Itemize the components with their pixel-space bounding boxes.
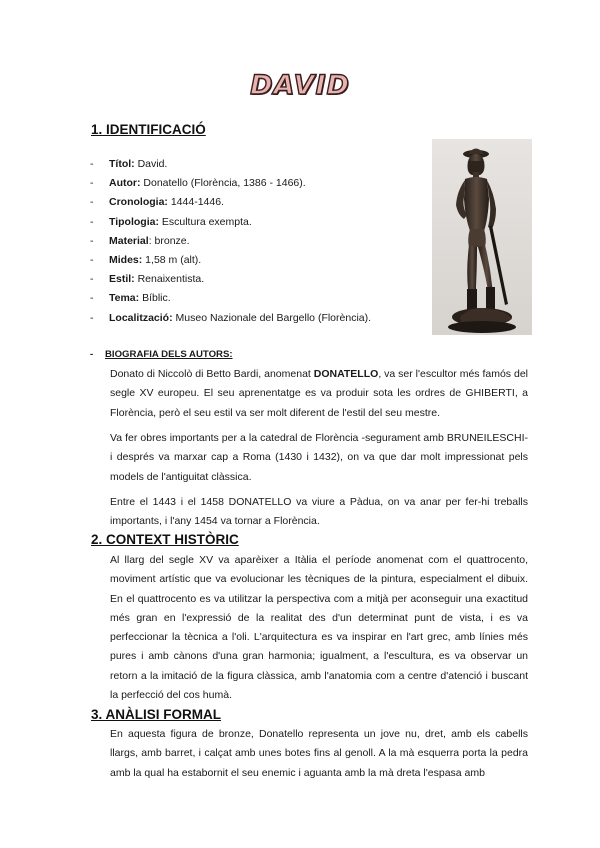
fact-label: Mides: xyxy=(109,253,143,266)
fact-value: David. xyxy=(134,158,168,170)
list-item: - Autor: Donatello (Florència, 1386 - 1466). xyxy=(90,177,306,190)
list-item: - Títol: David. xyxy=(90,158,168,170)
list-item: - Material: bronze. xyxy=(90,234,190,247)
formal-analysis-paragraph: En aquesta figura de bronze, Donatello representa un jove nu, dret, amb els cabells llargs, amb barret, i calçat amb unes botes fins al genoll. A la mà esquerra porta la pedra amb la qual ha estabornit el seu enemic i aguanta amb la mà dreta l'espasa amb xyxy=(110,728,528,779)
fact-label: Títol: xyxy=(109,158,135,170)
section-heading-formal-analysis: 3. ANÀLISI FORMAL xyxy=(91,707,221,722)
fact-label: Cronologia: xyxy=(109,196,168,209)
fact-label: Tema: xyxy=(109,292,140,305)
fact-value: 1,58 m (alt). xyxy=(142,253,202,266)
identification-list xyxy=(90,156,420,329)
list-item: - Tipologia: Escultura exempta. xyxy=(90,215,252,228)
fact-value: Donatello (Florència, 1386 - 1466). xyxy=(140,177,306,190)
fact-value: Bíblic. xyxy=(139,292,171,305)
section-heading-identification: 1. IDENTIFICACIÓ xyxy=(91,122,206,137)
biography-heading: - BIOGRAFIA DELS AUTORS: xyxy=(90,349,233,360)
fact-value: : bronze. xyxy=(148,234,190,247)
fact-label: Material xyxy=(109,234,149,247)
fact-value: Renaixentista. xyxy=(134,273,205,286)
fact-label: Estil: xyxy=(109,273,135,286)
list-item: - Cronologia: 1444-1446. xyxy=(90,196,224,209)
fact-value: 1444-1446. xyxy=(167,196,224,209)
section-heading-historical-context: 2. CONTEXT HISTÒRIC xyxy=(91,532,239,547)
biography-paragraph-1: Donato di Niccolò di Betto Bardi, anomenat DONATELLO, va ser l'escultor més famós del segle XV europeu. El seu aprenentatge es va produir sota les ordres de GHIBERTI, a Florència, però el seu estil va ser molt diferent de l'estil del seu mestre. xyxy=(110,368,528,419)
david-sculpture-photo xyxy=(432,139,532,335)
biography-paragraph-2: Va fer obres importants per a la catedral de Florència -segurament amb BRUNEILESCHI- i després va marxar cap a Roma (1430 i 1432), on va que dar molt impressionat pels models de l'antiguitat clàssica. xyxy=(110,432,528,483)
list-item: - Tema: Bíblic. xyxy=(90,292,171,305)
list-item: - Estil: Renaixentista. xyxy=(90,273,205,286)
list-item: - Localització: Museo Nazionale del Bargello (Florència). xyxy=(90,311,372,324)
document-title: DAVID xyxy=(250,70,350,101)
fact-value: Museo Nazionale del Bargello (Florència). xyxy=(172,311,372,324)
list-item: - Mides: 1,58 m (alt). xyxy=(90,253,202,266)
fact-label: Tipologia: xyxy=(109,215,159,228)
historical-context-paragraph: Al llarg del segle XV va aparèixer a Itàlia el període anomenat com el quattrocento, moviment artístic que va evolucionar les tècniques de la pintura, especialment el dibuix. En el quattrocento es va utilitzar la perspectiva com a mitjà per aconseguir una exactitud més gran en l'expressió de la realitat des d'un determinat punt de vista, i es va perfeccionar la tècnica a l'oli. L'arquitectura es va inspirar en l'art grec, amb línies més pures i amb cànons d'una gran harmonia; igualment, a l'escultura, es va observar un retorn a la imitació de la figura clàssica, amb l'anatomia com a centre d'atenció i buscant la perfecció del cos humà. xyxy=(110,554,528,702)
fact-label: Localització: xyxy=(109,311,173,324)
biography-paragraph-3: Entre el 1443 i el 1458 DONATELLO va viure a Pàdua, on va anar per fer-hi treballs importants, i l'any 1454 va tornar a Florència. xyxy=(110,496,528,528)
fact-value: Escultura exempta. xyxy=(158,215,252,228)
fact-label: Autor: xyxy=(109,177,141,190)
